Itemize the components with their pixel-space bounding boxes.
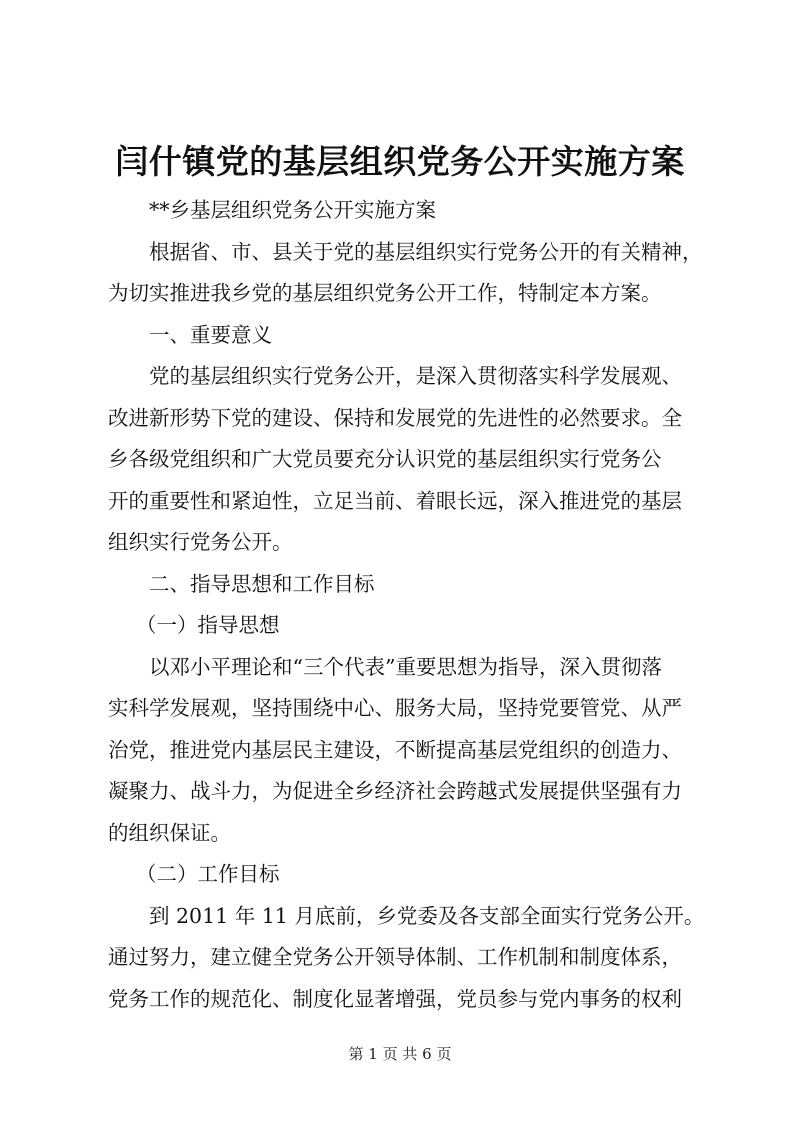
page-number-footer: 第 1 页 共 6 页	[348, 1045, 452, 1063]
sub1-line: 实科学发展观，坚持围绕中心、服务大局，坚持党要管党、从严	[108, 696, 682, 720]
section-heading-1: 一、重要意义	[149, 322, 272, 347]
document-title: 闫什镇党的基层组织党务公开实施方案	[115, 142, 685, 181]
section-heading-2: 二、指导思想和工作目标	[149, 571, 375, 596]
sub2-line: 党务工作的规范化、制度化显著增强，党员参与党内事务的权利	[108, 986, 682, 1011]
intro-line: 为切实推进我乡党的基层组织党务公开工作，特制定本方案。	[108, 281, 662, 305]
section1-line: 改进新形势下党的建设、保持和发展党的先进性的必然要求。全	[108, 405, 682, 430]
section1-line: 乡各级党组织和广大党员要充分认识党的基层组织实行党务公	[108, 447, 662, 471]
document-body	[108, 190, 708, 1020]
sub1-line: 以邓小平理论和“三个代表”重要思想为指导，深入贯彻落	[149, 654, 662, 679]
sub1-line: 的组织保证。	[108, 820, 231, 845]
section1-line: 组织实行党务公开。	[108, 530, 293, 554]
sub2-line: 到 2011 年 11 月底前，乡党委及各支部全面实行党务公开。	[149, 903, 705, 928]
section1-line: 党的基层组织实行党务公开，是深入贯彻落实科学发展观、	[149, 364, 682, 388]
subsection-heading-2: （二）工作目标	[136, 862, 280, 886]
sub1-line: 凝聚力、战斗力，为促进全乡经济社会跨越式发展提供坚强有力	[108, 779, 682, 803]
subsection-heading-1: （一）指导思想	[136, 613, 280, 637]
sub1-line: 治党，推进党内基层民主建设，不断提高基层党组织的创造力、	[108, 737, 682, 762]
section1-line: 开的重要性和紧迫性，立足当前、着眼长远，深入推进党的基层	[108, 488, 682, 513]
intro-line: 根据省、市、县关于党的基层组织实行党务公开的有关精神，	[149, 239, 703, 264]
sub2-line: 通过努力，建立健全党务公开领导体制、工作机制和制度体系，	[108, 945, 682, 969]
document-subtitle: **乡基层组织党务公开实施方案	[149, 198, 436, 222]
